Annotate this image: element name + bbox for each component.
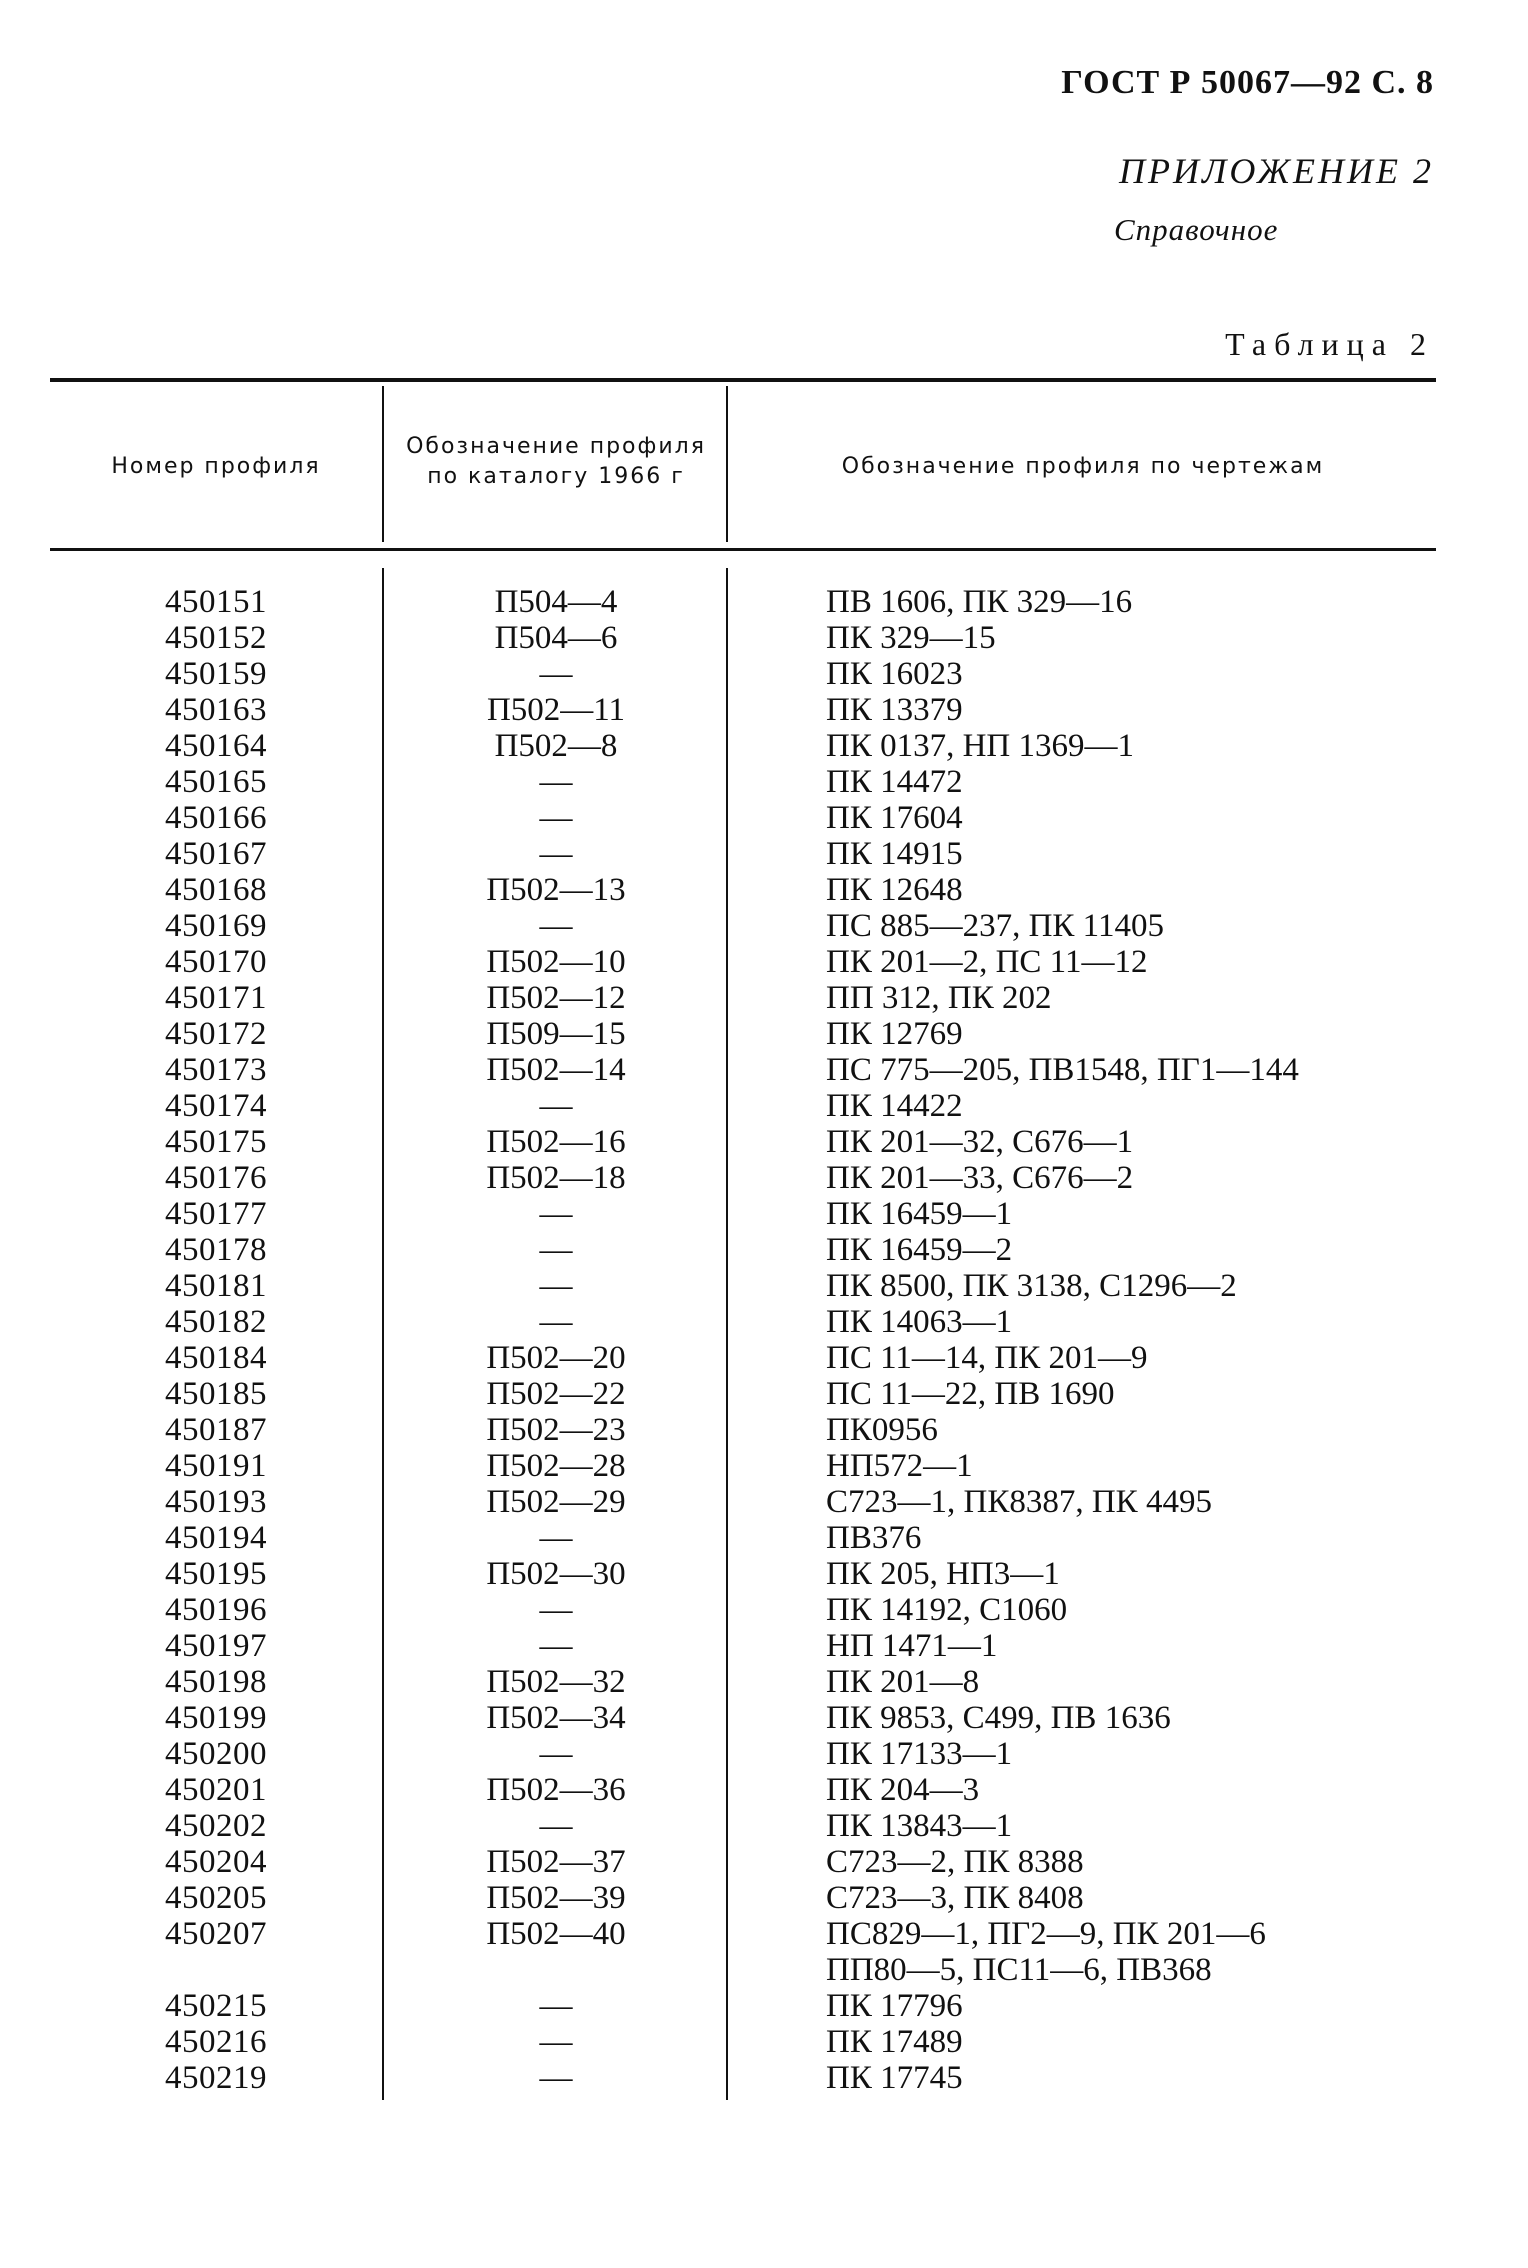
profile-number-cell: 450168 xyxy=(165,872,267,908)
drawing-designation-cell: ПП 312, ПК 202 xyxy=(826,980,1052,1016)
column-header-catalog: Обозначение профиля по каталогу 1966 г xyxy=(406,434,706,489)
catalog-designation-cell: — xyxy=(539,2024,573,2060)
profile-number-cell: 450207 xyxy=(165,1916,267,1952)
table-row xyxy=(0,944,1528,980)
profile-number-cell: 450164 xyxy=(165,728,267,764)
drawing-designation-cell: С723—3, ПК 8408 xyxy=(826,1880,1084,1916)
catalog-designation-cell: П502—32 xyxy=(486,1664,626,1700)
drawing-designation-cell: НП 1471—1 xyxy=(826,1628,998,1664)
table-row xyxy=(0,1556,1528,1592)
drawing-designation-cell: ПК 9853, С499, ПВ 1636 xyxy=(826,1700,1171,1736)
profile-number-cell: 450193 xyxy=(165,1484,267,1520)
profile-number-cell: 450171 xyxy=(165,980,267,1016)
drawing-designation-cell: ПК 16459—1 xyxy=(826,1196,1013,1232)
drawing-designation-cell: ПК 201—2, ПС 11—12 xyxy=(826,944,1148,980)
table-row xyxy=(0,1376,1528,1412)
profile-number-cell: 450172 xyxy=(165,1016,267,1052)
table-row xyxy=(0,1700,1528,1736)
catalog-designation-cell: П502—36 xyxy=(486,1772,626,1808)
catalog-designation-cell: — xyxy=(539,1988,573,2024)
catalog-designation-cell: П502—14 xyxy=(486,1052,626,1088)
table-row xyxy=(0,1052,1528,1088)
drawing-designation-cell: ПК 16023 xyxy=(826,656,963,692)
drawing-designation-cell: ПС 11—14, ПК 201—9 xyxy=(826,1340,1148,1376)
drawing-designation-cell: ПК 205, НП3—1 xyxy=(826,1556,1060,1592)
table-row xyxy=(0,1484,1528,1520)
catalog-designation-cell: — xyxy=(539,800,573,836)
catalog-designation-cell: — xyxy=(539,764,573,800)
profile-number-cell: 450205 xyxy=(165,1880,267,1916)
table-row xyxy=(0,1160,1528,1196)
profile-number-cell: 450173 xyxy=(165,1052,267,1088)
drawing-designation-cell: ПВ 1606, ПК 329—16 xyxy=(826,584,1133,620)
catalog-designation-cell: — xyxy=(539,1088,573,1124)
catalog-designation-cell: — xyxy=(539,1592,573,1628)
drawing-designation-cell: ПК 13379 xyxy=(826,692,963,728)
table-row xyxy=(0,1304,1528,1340)
table-row xyxy=(0,800,1528,836)
drawing-designation-cell: ПК 201—33, С676—2 xyxy=(826,1160,1134,1196)
catalog-designation-cell: П502—8 xyxy=(494,728,618,764)
drawing-designation-cell: ПК 14192, С1060 xyxy=(826,1592,1068,1628)
table-row xyxy=(0,1916,1528,1952)
drawing-designation-cell: ПК 0137, НП 1369—1 xyxy=(826,728,1135,764)
drawing-designation-cell: ПС 775—205, ПВ1548, ПГ1—144 xyxy=(826,1052,1299,1088)
table-row xyxy=(0,692,1528,728)
catalog-designation-cell: П502—11 xyxy=(486,692,626,728)
catalog-designation-cell: — xyxy=(539,656,573,692)
table-row xyxy=(0,908,1528,944)
drawing-designation-cell: ПВ376 xyxy=(826,1520,922,1556)
drawing-designation-cell: ПК 17796 xyxy=(826,1988,963,2024)
drawing-designation-cell: ПС 885—237, ПК 11405 xyxy=(826,908,1164,944)
table-row-continuation xyxy=(0,1952,1528,1988)
table-row xyxy=(0,836,1528,872)
catalog-designation-cell: П502—39 xyxy=(486,1880,626,1916)
catalog-designation-cell: — xyxy=(539,1196,573,1232)
catalog-designation-cell: П502—10 xyxy=(486,944,626,980)
catalog-designation-cell: П504—6 xyxy=(494,620,618,656)
profile-number-cell: 450204 xyxy=(165,1844,267,1880)
table-row xyxy=(0,1808,1528,1844)
drawing-designation-cell: ПК 17745 xyxy=(826,2060,963,2096)
catalog-designation-cell: — xyxy=(539,908,573,944)
profile-number-cell: 450182 xyxy=(165,1304,267,1340)
drawing-designation-cell: ПК 17489 xyxy=(826,2024,963,2060)
table-row xyxy=(0,980,1528,1016)
catalog-designation-cell: П502—23 xyxy=(486,1412,626,1448)
profile-number-cell: 450194 xyxy=(165,1520,267,1556)
profile-number-cell: 450175 xyxy=(165,1124,267,1160)
table-row xyxy=(0,1520,1528,1556)
table-row xyxy=(0,872,1528,908)
catalog-designation-cell: П502—37 xyxy=(486,1844,626,1880)
profile-number-cell: 450152 xyxy=(165,620,267,656)
table-row xyxy=(0,1088,1528,1124)
drawing-designation-cell: ПК 8500, ПК 3138, С1296—2 xyxy=(826,1268,1237,1304)
table-row xyxy=(0,728,1528,764)
drawing-designation-cell: ПС829—1, ПГ2—9, ПК 201—6 xyxy=(826,1916,1266,1952)
table-body xyxy=(0,584,1528,2096)
catalog-designation-cell: — xyxy=(539,1520,573,1556)
profile-number-cell: 450191 xyxy=(165,1448,267,1484)
table-row xyxy=(0,1628,1528,1664)
drawing-designation-cell: ПП80—5, ПС11—6, ПВ368 xyxy=(826,1952,1212,1988)
catalog-designation-cell: П502—13 xyxy=(486,872,626,908)
profile-number-cell: 450163 xyxy=(165,692,267,728)
table-row xyxy=(0,1016,1528,1052)
profile-number-cell: 450176 xyxy=(165,1160,267,1196)
table-row xyxy=(0,1736,1528,1772)
table-row xyxy=(0,1412,1528,1448)
drawing-designation-cell: ПК 12769 xyxy=(826,1016,963,1052)
profile-number-cell: 450167 xyxy=(165,836,267,872)
column-header-drawings: Обозначение профиля по чертежам xyxy=(841,454,1325,479)
table-row xyxy=(0,1772,1528,1808)
profile-number-cell: 450195 xyxy=(165,1556,267,1592)
table-row xyxy=(0,620,1528,656)
catalog-designation-cell: П502—30 xyxy=(486,1556,626,1592)
profile-number-cell: 450174 xyxy=(165,1088,267,1124)
table-row xyxy=(0,2060,1528,2096)
profile-number-cell: 450196 xyxy=(165,1592,267,1628)
table-row xyxy=(0,584,1528,620)
drawing-designation-cell: ПК 201—8 xyxy=(826,1664,980,1700)
profile-number-cell: 450169 xyxy=(165,908,267,944)
catalog-designation-cell: П502—16 xyxy=(486,1124,626,1160)
catalog-designation-cell: — xyxy=(539,836,573,872)
table-row xyxy=(0,1664,1528,1700)
catalog-designation-cell: П509—15 xyxy=(486,1016,626,1052)
table-top-rule xyxy=(50,378,1436,382)
table-row xyxy=(0,1268,1528,1304)
table-row xyxy=(0,1232,1528,1268)
catalog-designation-cell: — xyxy=(539,1304,573,1340)
drawing-designation-cell: ПК 12648 xyxy=(826,872,963,908)
profile-number-cell: 450199 xyxy=(165,1700,267,1736)
drawing-designation-cell: ПК 14472 xyxy=(826,764,963,800)
profile-number-cell: 450219 xyxy=(165,2060,267,2096)
drawing-designation-cell: ПК 14063—1 xyxy=(826,1304,1013,1340)
profile-number-cell: 450159 xyxy=(165,656,267,692)
catalog-designation-cell: — xyxy=(539,2060,573,2096)
catalog-designation-cell: П502—40 xyxy=(486,1916,626,1952)
drawing-designation-cell: ПК 13843—1 xyxy=(826,1808,1013,1844)
drawing-designation-cell: ПК 201—32, С676—1 xyxy=(826,1124,1134,1160)
drawing-designation-cell: ПС 11—22, ПВ 1690 xyxy=(826,1376,1115,1412)
profile-number-cell: 450201 xyxy=(165,1772,267,1808)
table-row xyxy=(0,1340,1528,1376)
catalog-designation-cell: П504—4 xyxy=(494,584,618,620)
catalog-designation-cell: П502—29 xyxy=(486,1484,626,1520)
profile-number-cell: 450170 xyxy=(165,944,267,980)
profile-number-cell: 450187 xyxy=(165,1412,267,1448)
profile-number-cell: 450200 xyxy=(165,1736,267,1772)
profile-number-cell: 450198 xyxy=(165,1664,267,1700)
profile-number-cell: 450184 xyxy=(165,1340,267,1376)
drawing-designation-cell: ПК 329—15 xyxy=(826,620,996,656)
profile-number-cell: 450177 xyxy=(165,1196,267,1232)
profile-number-cell: 450185 xyxy=(165,1376,267,1412)
catalog-designation-cell: — xyxy=(539,1628,573,1664)
catalog-designation-cell: — xyxy=(539,1232,573,1268)
table-row xyxy=(0,1592,1528,1628)
profile-number-cell: 450151 xyxy=(165,584,267,620)
table-row xyxy=(0,1880,1528,1916)
table-row xyxy=(0,1988,1528,2024)
drawing-designation-cell: ПК0956 xyxy=(826,1412,938,1448)
profile-number-cell: 450202 xyxy=(165,1808,267,1844)
table-row xyxy=(0,2024,1528,2060)
table-row xyxy=(0,656,1528,692)
catalog-designation-cell: П502—34 xyxy=(486,1700,626,1736)
drawing-designation-cell: ПК 204—3 xyxy=(826,1772,980,1808)
profile-number-cell: 450178 xyxy=(165,1232,267,1268)
catalog-designation-cell: П502—18 xyxy=(486,1160,626,1196)
drawing-designation-cell: ПК 17133—1 xyxy=(826,1736,1013,1772)
table-caption: Таблица 2 xyxy=(1225,326,1434,362)
drawing-designation-cell: ПК 16459—2 xyxy=(826,1232,1013,1268)
profile-number-cell: 450181 xyxy=(165,1268,267,1304)
drawing-designation-cell: ПК 14422 xyxy=(826,1088,963,1124)
catalog-designation-cell: — xyxy=(539,1808,573,1844)
drawing-designation-cell: НП572—1 xyxy=(826,1448,973,1484)
profile-number-cell: 450197 xyxy=(165,1628,267,1664)
catalog-designation-cell: П502—20 xyxy=(486,1340,626,1376)
catalog-designation-cell: П502—22 xyxy=(486,1376,626,1412)
appendix-title: ПРИЛОЖЕНИЕ 2 xyxy=(1119,151,1434,191)
table-row xyxy=(0,1124,1528,1160)
drawing-designation-cell: С723—1, ПК8387, ПК 4495 xyxy=(826,1484,1212,1520)
profile-number-cell: 450165 xyxy=(165,764,267,800)
catalog-designation-cell: П502—12 xyxy=(486,980,626,1016)
profile-number-cell: 450216 xyxy=(165,2024,267,2060)
header-bottom-rule xyxy=(50,548,1436,551)
drawing-designation-cell: ПК 17604 xyxy=(826,800,963,836)
catalog-designation-cell: — xyxy=(539,1268,573,1304)
column-header-number: Номер профиля xyxy=(111,454,321,479)
drawing-designation-cell: ПК 14915 xyxy=(826,836,963,872)
appendix-subtitle: Справочное xyxy=(1114,212,1279,247)
table-row xyxy=(0,1448,1528,1484)
page-header: ГОСТ Р 50067—92 С. 8 xyxy=(1061,64,1434,101)
header-divider-2 xyxy=(726,386,728,542)
table-row xyxy=(0,764,1528,800)
drawing-designation-cell: С723—2, ПК 8388 xyxy=(826,1844,1084,1880)
catalog-designation-cell: П502—28 xyxy=(486,1448,626,1484)
table-row xyxy=(0,1844,1528,1880)
table-row xyxy=(0,1196,1528,1232)
header-divider-1 xyxy=(382,386,384,542)
profile-number-cell: 450166 xyxy=(165,800,267,836)
catalog-designation-cell: — xyxy=(539,1736,573,1772)
profile-number-cell: 450215 xyxy=(165,1988,267,2024)
